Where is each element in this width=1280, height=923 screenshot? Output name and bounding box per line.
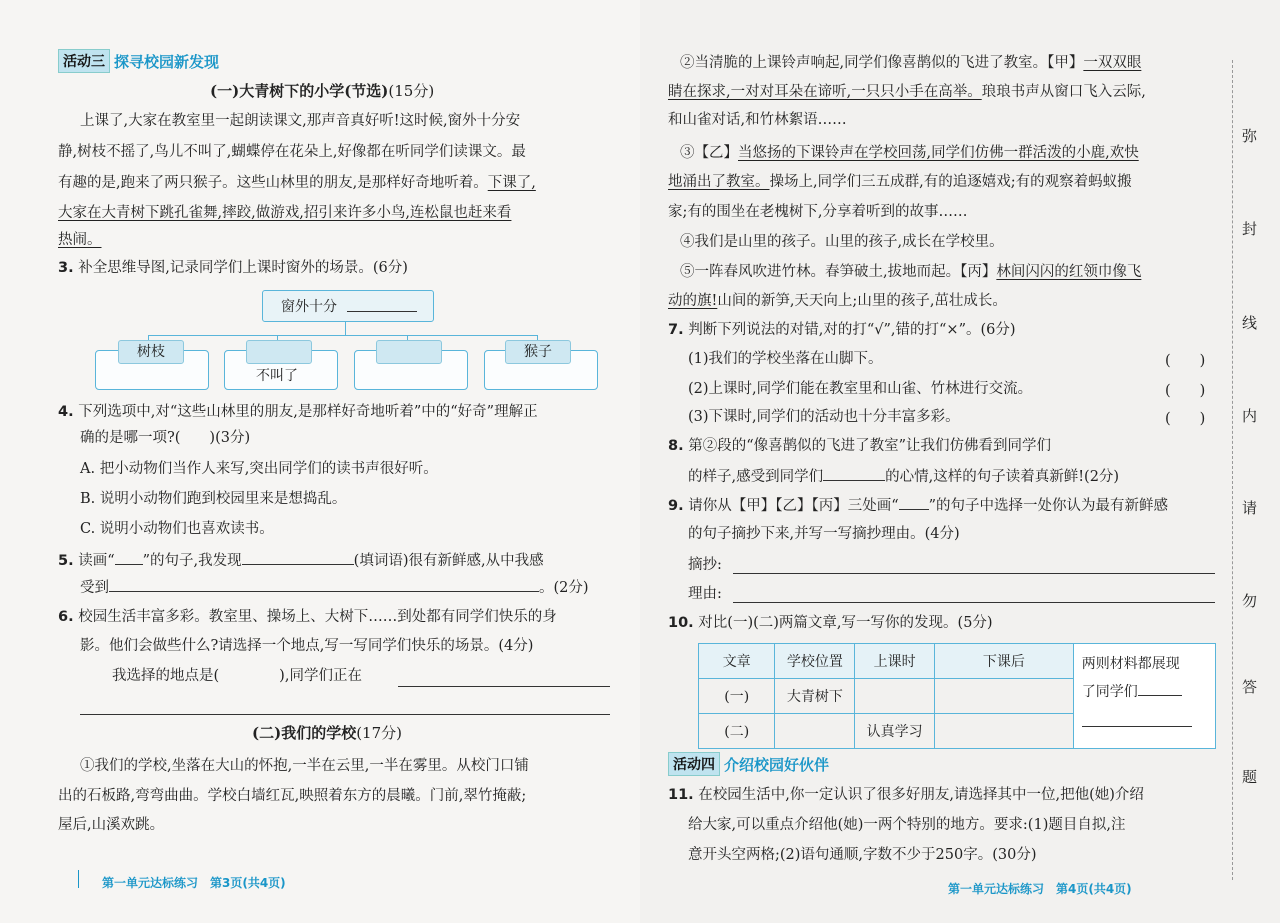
mindmap-tag-3 [376, 340, 442, 364]
q6-answer-line-2[interactable] [80, 714, 610, 715]
margin-char: 题 [1242, 768, 1258, 786]
q8-feeling-blank[interactable] [823, 466, 885, 481]
comparison-table [698, 643, 1216, 749]
activity-badge: 活动三 [58, 49, 110, 73]
q4-option-c[interactable]: C. 说明小动物们也喜欢读书。 [80, 521, 274, 537]
question-9-line2: 的句子摘抄下来,并写一写摘抄理由。(4分) [688, 526, 960, 542]
table-cell: 认真学习 [855, 714, 935, 749]
p2-line3: 屋后,山溪欢跳。 [58, 817, 165, 833]
p5-line1: ⑤一阵春风吹进竹林。春笋破土,拔地而起。【丙】林间闪闪的红领巾像飞 [680, 264, 1142, 280]
p1-line1: 上课了,大家在教室里一起朗读课文,那声音真好听!这时候,窗外十分安 [80, 113, 521, 129]
q7-item-3: (3)下课时,同学们的活动也十分丰富多彩。 [688, 409, 960, 425]
p2-line1: ①我们的学校,坐落在大山的怀抱,一半在云里,一半在雾里。从校门口铺 [80, 758, 529, 774]
margin-char: 内 [1242, 407, 1258, 425]
mindmap-answer-2: 不叫了 [256, 368, 298, 384]
table-header: 学校位置 [775, 644, 855, 679]
q9-reason-line[interactable] [733, 602, 1215, 603]
mindmap-tag-4: 猴子 [505, 340, 571, 364]
q7-answer-1[interactable]: ( ) [1165, 353, 1206, 369]
table-cell-empty[interactable] [934, 679, 1073, 714]
article2-heading: (二)我们的学校(17分) [252, 724, 402, 742]
p1-line5: 热闹。 [58, 232, 102, 248]
question-11-line2: 给大家,可以重点介绍他(她)一两个特别的地方。要求:(1)题目自拟,注 [688, 817, 1126, 833]
p3-line1: ③【乙】当悠扬的下课铃声在学校回荡,同学们仿佛一群活泼的小鹿,欢快 [680, 145, 1139, 161]
table-cell: (二) [699, 714, 775, 749]
margin-char: 勿 [1242, 592, 1258, 610]
question-8-line2: 的样子,感受到同学们 的心情,这样的句子读着真新鲜!(2分) [688, 466, 1119, 487]
mindmap-center: 窗外十分 [262, 290, 434, 322]
question-3: 3. 补全思维导图,记录同学们上课时窗外的场景。(6分) [58, 260, 408, 276]
q4-option-b[interactable]: B. 说明小动物们跑到校园里来是想捣乱。 [80, 491, 347, 507]
table-cell-empty[interactable] [934, 714, 1073, 749]
q5-mark-blank [115, 550, 143, 565]
question-7: 7. 判断下列说法的对错,对的打“√”,错的打“×”。(6分) [668, 322, 1016, 338]
activity-title: 介绍校园好伙伴 [724, 755, 830, 774]
table-header: 文章 [699, 644, 775, 679]
table-header: 上课时 [855, 644, 935, 679]
p2-para2-line2: 睛在探求,一对对耳朵在谛听,一只只小手在高举。琅琅书声从窗口飞入云际, [668, 84, 1146, 100]
table-header: 下课后 [934, 644, 1073, 679]
p3-line3: 家;有的围坐在老槐树下,分享着听到的故事…… [668, 204, 968, 220]
connector [345, 321, 346, 335]
q5-feeling-blank[interactable] [109, 577, 539, 592]
margin-char: 答 [1242, 678, 1258, 696]
margin-char: 请 [1242, 499, 1258, 517]
q7-answer-3[interactable]: ( ) [1165, 411, 1206, 427]
question-5: 5. 读画“ ”的句子,我发现 (填词语)很有新鲜感,从中我感 [58, 550, 544, 571]
mindmap-tag-1: 树枝 [118, 340, 184, 364]
question-11-line3: 意开头空两格;(2)语句通顺,字数不少于250字。(30分) [688, 847, 1037, 863]
activity-badge: 活动四 [668, 752, 720, 776]
table-cell-empty[interactable] [855, 679, 935, 714]
right-page [640, 0, 1280, 923]
q9-copy-label: 摘抄: [688, 557, 722, 573]
q7-item-2: (2)上课时,同学们能在教室里和山雀、竹林进行交流。 [688, 381, 1033, 397]
table-cell-empty[interactable] [775, 714, 855, 749]
question-9: 9. 请你从【甲】【乙】【丙】三处画“ ”的句子中选择一处你认为最有新鲜感 [668, 495, 1168, 516]
p2-para2-line3: 和山雀对话,和竹林絮语…… [668, 112, 847, 128]
left-footer: 第一单元达标练习 第3页(共4页) [102, 876, 286, 890]
p1-line2: 静,树枝不摇了,鸟儿不叫了,蝴蝶停在花朵上,好像都在听同学们读课文。最 [58, 144, 526, 160]
p3-line2: 地涌出了教室。操场上,同学们三五成群,有的追逐嬉戏;有的观察着蚂蚁搬 [668, 174, 1132, 190]
p1-line3: 有趣的是,跑来了两只猴子。这些山林里的朋友,是那样好奇地听着。下课了, [58, 175, 536, 191]
q6-answer-line[interactable] [398, 686, 610, 687]
question-11: 11. 在校园生活中,你一定认识了很多好朋友,请选择其中一位,把他(她)介绍 [668, 787, 1144, 803]
mindmap-tag-2 [246, 340, 312, 364]
question-6-line2: 影。他们会做些什么?请选择一个地点,写一写同学们快乐的场景。(4分) [80, 638, 534, 654]
q5-word-blank[interactable] [242, 550, 354, 565]
question-5-line2: 受到 。(2分) [80, 577, 589, 598]
question-6: 6. 校园生活丰富多彩。教室里、操场上、大树下……到处都有同学们快乐的身 [58, 609, 557, 625]
activity-title: 探寻校园新发现 [114, 52, 220, 71]
table-side-cell[interactable]: 两则材料都展现 了同学们 [1073, 644, 1215, 749]
connector [148, 335, 538, 336]
article1-heading: (一)大青树下的小学(节选)(15分) [210, 82, 435, 100]
mindmap-center-blank[interactable] [347, 297, 417, 312]
activity4-header [668, 752, 829, 776]
table-cell: (一) [699, 679, 775, 714]
q4-option-a[interactable]: A. 把小动物们当作人来写,突出同学们的读书声很好听。 [80, 461, 438, 477]
question-6-line3: 我选择的地点是( ),同学们正在 [112, 668, 362, 684]
table-cell: 大青树下 [775, 679, 855, 714]
footer-marker [78, 870, 79, 888]
p2-line2: 出的石板路,弯弯曲曲。学校白墙红瓦,映照着东方的晨曦。门前,翠竹掩蔽; [58, 788, 527, 804]
right-footer: 第一单元达标练习 第4页(共4页) [948, 882, 1132, 896]
question-10: 10. 对比(一)(二)两篇文章,写一写你的发现。(5分) [668, 615, 993, 631]
p5-line2: 动的旗!山间的新笋,天天向上;山里的孩子,茁壮成长。 [668, 293, 1007, 309]
q9-mark-blank [899, 495, 929, 510]
binding-margin-line [1232, 60, 1233, 880]
q7-answer-2[interactable]: ( ) [1165, 383, 1206, 399]
question-8: 8. 第②段的“像喜鹊似的飞进了教室”让我们仿佛看到同学们 [668, 438, 1052, 454]
margin-char: 弥 [1242, 127, 1258, 145]
p1-line4: 大家在大青树下跳孔雀舞,摔跤,做游戏,招引来许多小鸟,连松鼠也赶来看 [58, 205, 512, 221]
question-4-line2: 确的是哪一项?( )(3分) [80, 430, 251, 446]
margin-char: 封 [1242, 220, 1258, 238]
p2-para2-line1: ②当清脆的上课铃声响起,同学们像喜鹊似的飞进了教室。【甲】一双双眼 [680, 55, 1142, 71]
table-header-row [699, 644, 1216, 679]
activity3-header [58, 49, 219, 73]
margin-char: 线 [1242, 314, 1258, 332]
question-4: 4. 下列选项中,对“这些山林里的朋友,是那样好奇地听着”中的“好奇”理解正 [58, 404, 538, 420]
q9-reason-label: 理由: [688, 586, 722, 602]
q9-copy-line[interactable] [733, 573, 1215, 574]
p4: ④我们是山里的孩子。山里的孩子,成长在学校里。 [680, 234, 1004, 250]
q7-item-1: (1)我们的学校坐落在山脚下。 [688, 351, 883, 367]
